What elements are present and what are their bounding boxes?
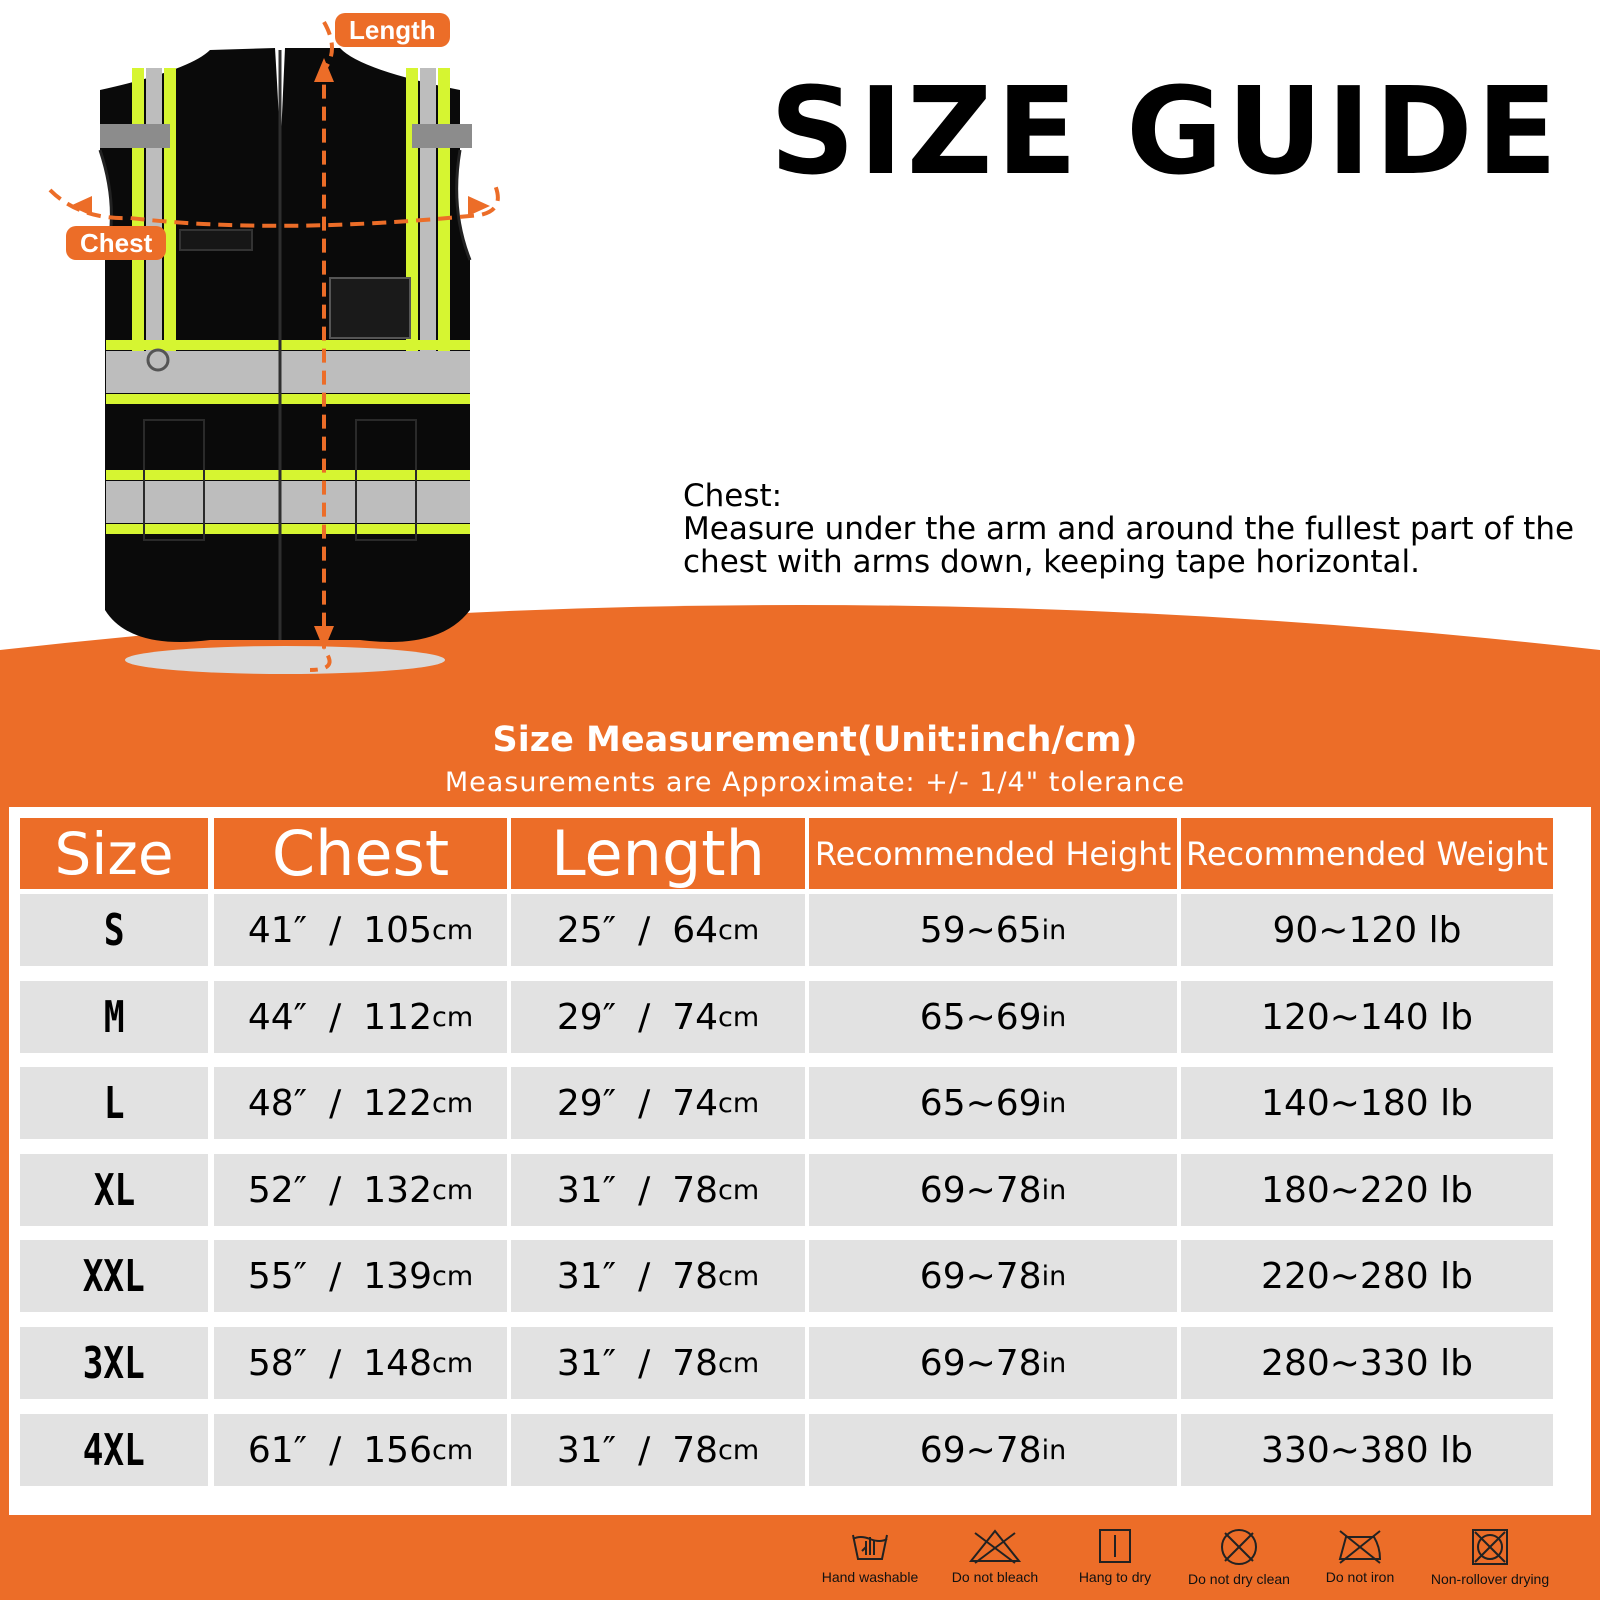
size-label: 3XL: [82, 1337, 145, 1389]
weight-cell: 180~220 lb: [1181, 1154, 1553, 1226]
header-chest: Chest: [214, 818, 507, 889]
unit-in: in: [1041, 1174, 1067, 1206]
unit-cm: cm: [718, 1260, 760, 1292]
page-title: SIZE GUIDE: [770, 60, 1562, 202]
no-iron-icon: [1334, 1527, 1386, 1565]
unit-in: in: [1041, 1347, 1067, 1379]
length-inch: 31″: [556, 1429, 617, 1471]
no-tumble-dry-icon: [1470, 1527, 1510, 1567]
unit-cm: cm: [718, 1347, 760, 1379]
unit-cm: cm: [431, 1260, 474, 1292]
length-cell: [511, 981, 805, 1053]
separator: /: [329, 1255, 342, 1297]
chest-cell: [214, 981, 507, 1053]
height-cell: [809, 1240, 1177, 1312]
length-cell: [511, 1154, 805, 1226]
length-cm: 78: [672, 1255, 719, 1297]
header-length: Length: [511, 818, 805, 889]
size-label: S: [103, 904, 125, 956]
care-label: Non-rollover drying: [1430, 1571, 1550, 1587]
separator: /: [329, 996, 342, 1038]
care-item: [930, 1527, 1060, 1585]
weight-cell: 220~280 lb: [1181, 1240, 1553, 1312]
size-cell: [20, 1327, 208, 1399]
care-label: Hang to dry: [1078, 1569, 1152, 1585]
length-cell: [511, 1240, 805, 1312]
chest-cell: [214, 1327, 507, 1399]
height-range: 59~65: [919, 909, 1042, 951]
separator: /: [329, 1169, 342, 1211]
hand-wash-icon: [850, 1527, 890, 1565]
separator: /: [329, 1082, 342, 1124]
care-label: Do not iron: [1325, 1569, 1395, 1585]
length-cm: 78: [672, 1429, 719, 1471]
chest-info-heading: Chest:: [683, 478, 783, 514]
height-range: 69~78: [919, 1255, 1042, 1297]
unit-in: in: [1041, 1001, 1067, 1033]
care-item: [1295, 1527, 1425, 1585]
size-cell: [20, 1154, 208, 1226]
size-label: M: [103, 991, 125, 1043]
height-cell: [809, 894, 1177, 966]
size-label: L: [103, 1077, 125, 1129]
no-bleach-icon: [967, 1527, 1023, 1565]
length-inch: 31″: [556, 1169, 617, 1211]
unit-cm: cm: [431, 1001, 474, 1033]
chest-inch: 52″: [247, 1169, 308, 1211]
size-cell: [20, 1240, 208, 1312]
length-cell: [511, 1414, 805, 1486]
unit-cm: cm: [431, 1347, 474, 1379]
length-cm: 64: [672, 909, 719, 951]
size-cell: [20, 1414, 208, 1486]
size-cell: [20, 981, 208, 1053]
weight-cell: 330~380 lb: [1181, 1414, 1553, 1486]
height-range: 65~69: [919, 996, 1042, 1038]
chest-cm: 132: [363, 1169, 432, 1211]
care-item: [1425, 1527, 1555, 1587]
length-inch: 29″: [556, 1082, 617, 1124]
care-label: Hand washable: [821, 1569, 919, 1585]
height-cell: [809, 1414, 1177, 1486]
chest-inch: 61″: [247, 1429, 308, 1471]
chest-inch: 44″: [247, 996, 308, 1038]
unit-cm: cm: [718, 914, 760, 946]
unit-cm: cm: [431, 1434, 474, 1466]
length-cm: 78: [672, 1169, 719, 1211]
chest-cm: 156: [363, 1429, 432, 1471]
chest-cm: 139: [363, 1255, 432, 1297]
separator: /: [638, 1429, 651, 1471]
height-range: 69~78: [919, 1342, 1042, 1384]
chest-cell: [214, 1240, 507, 1312]
size-label: XL: [93, 1164, 135, 1216]
separator: /: [329, 1429, 342, 1471]
chest-inch: 55″: [247, 1255, 308, 1297]
length-cm: 74: [672, 996, 719, 1038]
table-subtitle: Measurements are Approximate: +/- 1/4" tolerance: [444, 767, 1186, 798]
chest-cell: [214, 894, 507, 966]
height-cell: [809, 1154, 1177, 1226]
chest-cell: [214, 1067, 507, 1139]
unit-cm: cm: [718, 1174, 760, 1206]
chest-inch: 58″: [247, 1342, 308, 1384]
unit-in: in: [1041, 1260, 1067, 1292]
vest-illustration: [40, 10, 560, 700]
unit-cm: cm: [431, 1087, 474, 1119]
height-cell: [809, 1327, 1177, 1399]
chest-inch: 41″: [247, 909, 308, 951]
separator: /: [638, 1169, 651, 1211]
length-tag: Length: [335, 13, 450, 47]
unit-in: in: [1041, 1434, 1067, 1466]
care-label: Do not dry clean: [1188, 1571, 1290, 1587]
unit-cm: cm: [718, 1001, 760, 1033]
chest-cell: [214, 1414, 507, 1486]
chest-inch: 48″: [247, 1082, 308, 1124]
care-item: [1050, 1527, 1180, 1585]
size-label: 4XL: [82, 1424, 145, 1476]
separator: /: [638, 1082, 651, 1124]
header-recommended-height: Recommended Height: [809, 818, 1177, 889]
length-cell: [511, 1327, 805, 1399]
length-cell: [511, 1067, 805, 1139]
height-range: 65~69: [919, 1082, 1042, 1124]
unit-in: in: [1041, 914, 1067, 946]
weight-cell: 120~140 lb: [1181, 981, 1553, 1053]
chest-cm: 112: [363, 996, 432, 1038]
no-dry-clean-icon: [1219, 1527, 1259, 1567]
height-range: 69~78: [919, 1169, 1042, 1211]
separator: /: [638, 909, 651, 951]
unit-cm: cm: [431, 1174, 474, 1206]
length-cm: 74: [672, 1082, 719, 1124]
length-inch: 25″: [556, 909, 617, 951]
unit-cm: cm: [718, 1434, 760, 1466]
chest-cm: 122: [363, 1082, 432, 1124]
weight-cell: 90~120 lb: [1181, 894, 1553, 966]
unit-cm: cm: [431, 914, 474, 946]
care-item: [1174, 1527, 1304, 1587]
size-table: [9, 807, 1591, 1515]
length-inch: 31″: [556, 1255, 617, 1297]
header-size: Size: [20, 818, 208, 889]
chest-measurement-info: [683, 480, 1583, 579]
length-cell: [511, 894, 805, 966]
care-label: Do not bleach: [951, 1569, 1039, 1585]
care-item: [805, 1527, 935, 1585]
separator: /: [638, 1255, 651, 1297]
height-cell: [809, 1067, 1177, 1139]
care-instructions: [821, 1527, 1600, 1600]
separator: /: [329, 909, 342, 951]
chest-tag: Chest: [66, 226, 166, 260]
unit-cm: cm: [718, 1087, 760, 1119]
size-cell: [20, 1067, 208, 1139]
chest-cm: 105: [363, 909, 432, 951]
chest-info-body: Measure under the arm and around the fullest part of the chest with arms down, keeping tape horizontal.: [683, 511, 1575, 580]
hang-dry-icon: [1097, 1527, 1133, 1565]
height-cell: [809, 981, 1177, 1053]
separator: /: [638, 1342, 651, 1384]
length-inch: 31″: [556, 1342, 617, 1384]
chest-cm: 148: [363, 1342, 432, 1384]
weight-cell: 140~180 lb: [1181, 1067, 1553, 1139]
size-cell: [20, 894, 208, 966]
header-recommended-weight: Recommended Weight: [1181, 818, 1553, 889]
length-inch: 29″: [556, 996, 617, 1038]
size-label: XXL: [82, 1250, 145, 1302]
separator: /: [638, 996, 651, 1038]
separator: /: [329, 1342, 342, 1384]
height-range: 69~78: [919, 1429, 1042, 1471]
chest-cell: [214, 1154, 507, 1226]
table-title: Size Measurement(Unit:inch/cm): [492, 720, 1138, 760]
weight-cell: 280~330 lb: [1181, 1327, 1553, 1399]
length-cm: 78: [672, 1342, 719, 1384]
unit-in: in: [1041, 1087, 1067, 1119]
